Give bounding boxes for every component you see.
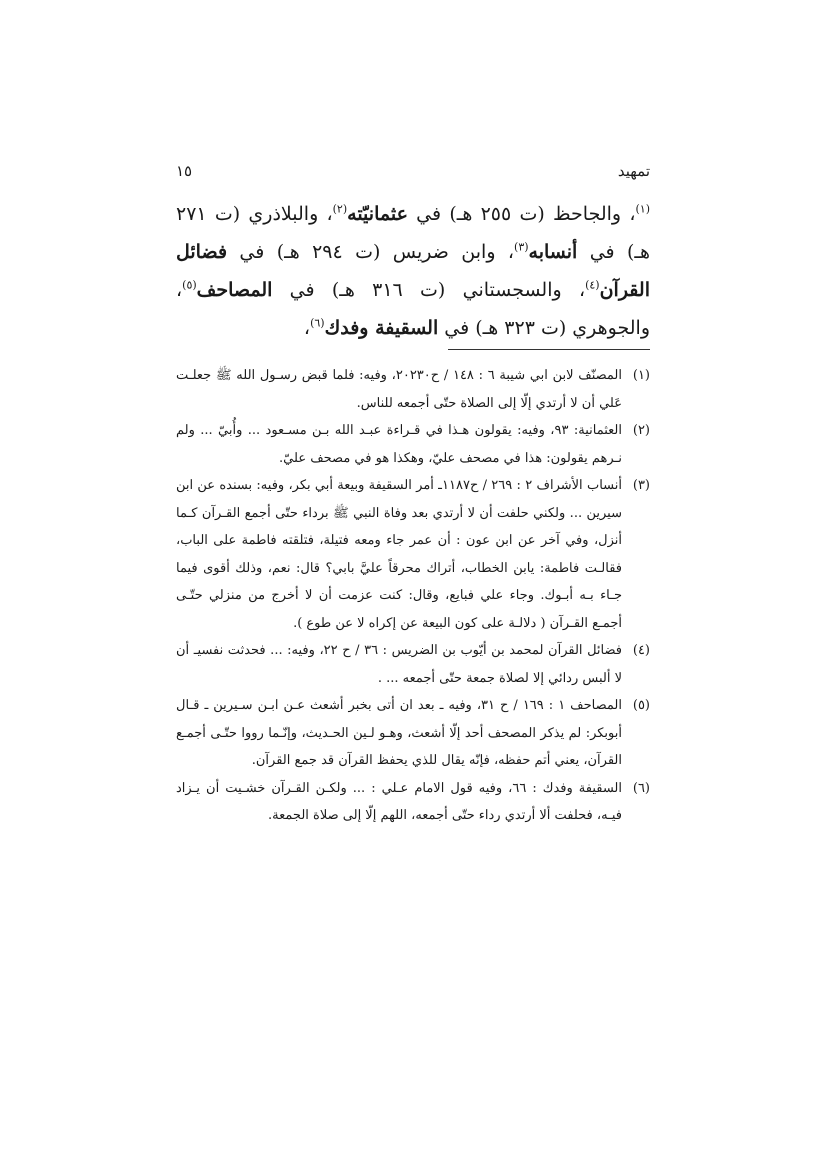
footnote-reference: (٢) <box>332 202 348 216</box>
footnote-item <box>176 472 650 637</box>
footnote-item <box>176 775 650 830</box>
text-run: ، والبلاذري (ت ٢٧١ هـ) في <box>176 203 650 263</box>
footnote-item <box>176 362 650 417</box>
text-run: ، والجاحظ (ت ٢٥٥ هـ) في <box>407 203 636 225</box>
text-run: ، وابن ضريس (ت ٢٩٤ هـ) في <box>227 241 515 263</box>
footnote-reference: (٥) <box>182 278 197 292</box>
footnote-number: (٥) <box>632 698 650 713</box>
footnote-number: (١) <box>632 368 650 383</box>
cited-work-title: فضائل القرآن <box>176 241 650 301</box>
footnote-text: السقيفة وفدك : ٦٦، وفيه قول الامام عـلي : ... ولكـن القـرآن خشـيت أن يـزاد فيـه، فحلفت ألا أرتدي رداء حتّى أجمعه، اللهم إلّا إلى صلاة الجمعة. <box>176 780 622 823</box>
footnote-number: (٢) <box>632 423 650 438</box>
footnote-item <box>176 417 650 472</box>
footnote-number: (٤) <box>632 643 650 658</box>
footnote-reference: (٦) <box>310 316 325 330</box>
footnote-number: (٦) <box>632 780 650 796</box>
footnote-text: فضائل القرآن لمحمد بن أيّوب بن الضريس : ٣٦ / ح ٢٢، وفيه: ... فحدثت نفسيـ أن لا ألبس ردائي إلا لصلاة جمعة حتّى أجمعه ... . <box>176 643 622 686</box>
cited-work-title: السقيفة وفدك <box>324 317 439 339</box>
footnote-reference: (٤) <box>585 278 600 292</box>
running-head <box>176 162 650 184</box>
text-run: ، <box>303 317 311 339</box>
footnote-text: العثمانية: ٩٣، وفيه: يقولون هـذا في قـراءة عبـد الله بـن مسـعود ... وأُبيّ ... ولم نـرهم يقولون: هذا في مصحف عليّ، وهكذا هو في مصحف عليّ. <box>176 423 622 466</box>
footnote-item <box>176 692 650 775</box>
footnote-reference: (٣) <box>514 240 529 254</box>
footnote-divider <box>448 349 650 350</box>
text-run: ، والجوهري (ت ٣٢٣ هـ) في <box>176 279 650 339</box>
footnote-list <box>176 362 650 830</box>
page-number: ١٥ <box>176 162 193 180</box>
cited-work-title: المصاحف <box>196 279 273 301</box>
footnote-text: المصاحف ١ : ١٦٩ / ح ٣١، وفيه ـ بعد ان أتى بخبر أشعث عـن ابـن سـيرين ـ قـال أبوبكر: لم يذكر المصحف أحد إلّا أشعث، وهـو لـين الحـديث، وإنّـما رووا حتّـى أجمـع القرآن، يعني أتم حفظه، فإنّه يقال للذي يحفظ القرآن قد جمع القرآن. <box>176 698 622 768</box>
running-title: تمهيد <box>617 162 650 180</box>
cited-work-title: عثمانيّته <box>347 203 408 225</box>
main-text <box>176 195 650 347</box>
footnote-item <box>176 637 650 692</box>
footnote-number: (٣) <box>632 478 650 493</box>
cited-work-title: أنسابه <box>528 241 578 263</box>
footnote-text: المصنّف لابن ابي شيبة ٦ : ١٤٨ / ح٢٠٢٣٠، وفيه: فلما قبض رسـول الله ﷺ جعلـت عَلي أن لا أرتدي إلّا إلى الصلاة حتّى أجمعه للناس. <box>176 368 622 411</box>
main-paragraph <box>176 195 650 347</box>
text-run: ، والسجستاني (ت ٣١٦ هـ) في <box>272 279 586 301</box>
footnote-text: أنساب الأشراف ٢ : ٢٦٩ / ح١١٨٧ـ أمر السقيفة وبيعة أبي بكر، وفيه: بسنده عن ابن سيرين ... ولكني حلفت أن لا أرتدي بعد وفاة النبي ﷺ برداء حتّى أجمع القـرآن كـما أنزل، وفي آخر عن ابن عون : أن عمر جاء ومعه فتيلة، فتلقته فاطمة على الباب، فقالـت فاطمة: يابن الخطاب، أتراك محرقاً عليَّ بابي؟ قال: نعم، وذلك أقوى فيما جـاء بـه أبـوك. وجاء علي فبايع، وقال: كنت عزمت أن لا أخرج من منزلي حتّـى أجمـع القـرآن ( دلالـة على كون البيعة عن إكراه لا عن طوع ). <box>176 478 622 631</box>
footnote-reference: (١) <box>635 202 650 216</box>
